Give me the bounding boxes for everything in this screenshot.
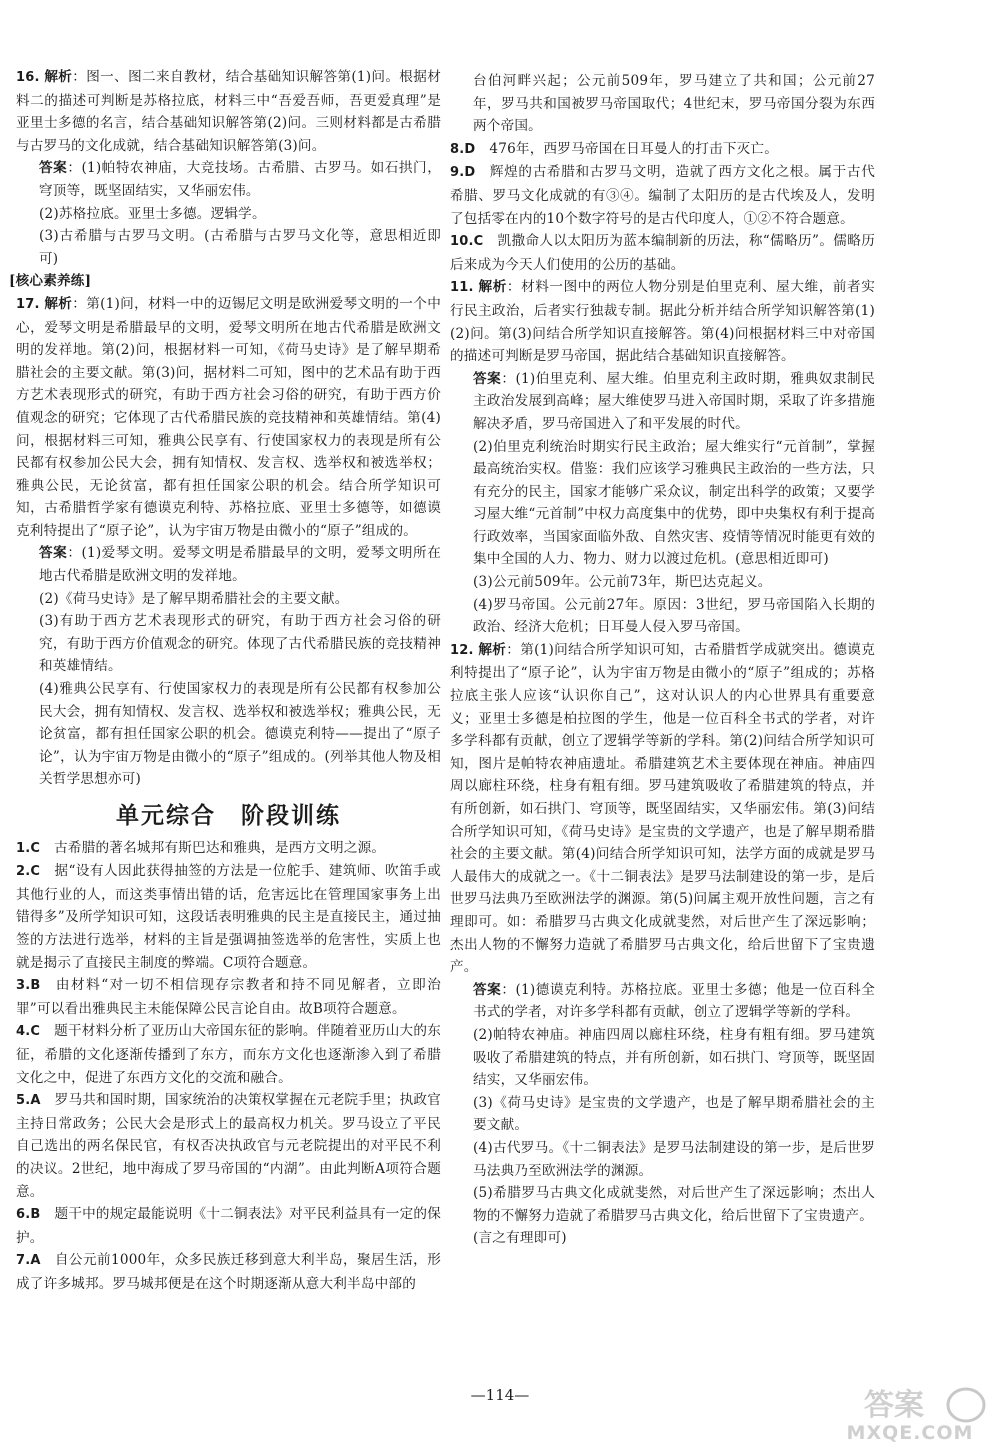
unit-title: 单元综合 阶段训练	[116, 803, 341, 829]
q7-continuation: 台伯河畔兴起；公元前509年，罗马建立了共和国；公元前27年，罗马共和国被罗马帝国取代；4世纪末，罗马帝国分裂为东西两个帝国。	[473, 73, 875, 135]
list-item: 3.B 由材料“对一切不相信现存宗教者和持不同见解者，立即治罪”可以看出雅典民主未能保障公民言论自由。故B项符合题意。	[16, 977, 441, 1017]
section-tag: [核心素养练]	[9, 273, 92, 290]
q12-answer-5: (5)希腊罗马古典文化成就斐然，对后世产生了深远影响；杰出人物的不懈努力造就了希腊罗马古典文化，给后世留下了宝贵遗产。	[473, 1185, 875, 1224]
q11-answer-3: (3)公元前509年。公元前73年，斯巴达克起义。	[473, 574, 772, 591]
watermark-bottom-text: MXQE.COM	[846, 1422, 974, 1443]
q11-analysis: 11. 解析：材料一图中的两位人物分别是伯里克利、屋大维，前者实行民主政治，后者实行独裁专制。据此分析并结合所学知识解答第(1)(2)问。第(3)问结合所学知识直接解答。第(4)问根据材料三中对帝国的描述可判断是罗马帝国，据此结合基础知识直接解答。	[450, 279, 876, 365]
q17-answer-3: (3)有助于西方艺术表现形式的研究，有助于西方社会习俗的研究，有助于西方价值观念的研究。体现了古代希腊民族的竞技精神和英雄情结。	[39, 613, 441, 675]
watermark-logo	[826, 1383, 994, 1443]
q12-answer-4: (4)古代罗马。《十二铜表法》是罗马法制建设的第一步，是后世罗马法典乃至欧洲法学的渊源。	[473, 1139, 875, 1179]
q12-answer-6: (言之有理即可)	[473, 1230, 567, 1247]
list-item: 5.A 罗马共和国时期，国家统治的决策权掌握在元老院手里；执政官主持日常政务；公民大会是形式上的最高权力机关。罗马设立了平民自己选出的两名保民官，有权否决执政官与元老院提出的对平民不利的决议。2世纪，地中海成了罗马帝国的“内湖”。由此判断A项符合题意。	[16, 1092, 441, 1200]
list-item: 2.C 据“设有人因此获得抽签的方法是一位舵手、建筑师、吹笛手或其他行业的人，而这类事情出错的话，危害远比在管理国家事务上出错得多”及所学知识可知，这段话表明雅典的民主是直接民主，通过抽签的方法进行选举，材料的主旨是强调抽签选举的危害性，实质上也就是揭示了直接民主制度的弊端。C项符合题意。	[16, 863, 441, 971]
q17-analysis: 17. 解析：第(1)问，材料一中的迈锡尼文明是欧洲爱琴文明的一个中心，爱琴文明是希腊最早的文明，爱琴文明所在地古代希腊是欧洲文明的发祥地。第(2)问，根据材料一可知，《荷马史诗》是了解早期希腊社会的主要文献。第(3)问，据材料二可知，图中的艺术品有助于西方艺术表现形式的研究，有助于西方社会习俗的研究，有助于西方价值观念的研究；它体现了古代希腊民族的竞技精神和英雄情结。第(4)问，根据材料三可知，雅典公民享有、行使国家权力的表现是所有公民都有权参加公民大会，拥有知情权、发言权、选举权和被选举权；雅典公民，无论贫富，都有担任国家公职的机会。结合所学知识可知，古希腊哲学家有德谟克利特、苏格拉底、亚里士多德等，如德谟克利特提出了“原子论”，认为宇宙万物是由微小的“原子”组成的。	[16, 295, 441, 539]
q12-answer-3: (3)《荷马史诗》是宝贵的文学遗产，也是了解早期希腊社会的主要文献。	[473, 1094, 875, 1134]
q11-answer-2: (2)伯里克利统治时期实行民主政治；屋大维实行“元首制”，掌握最高统治实权。借鉴：我们应该学习雅典民主政治的一些方法，只有充分的民主，国家才能够广采众议，制定出科学的政策；又要学习屋大维“元首制”中权力高度集中的优势，即中央集权有利于提高行政效率，当国家面临外敌、自然灾害、疫情等情况时能更有效的集中全国的人力、物力、财力以渡过危机。(意思相近即可)	[473, 438, 875, 568]
right-column	[450, 70, 875, 1250]
q12-answer-1: 答案：(1)德谟克利特。苏格拉底。亚里士多德；他是一位百科全书式的学者，对许多学科都有贡献，创立了逻辑学等新的学科。	[473, 981, 875, 1021]
q11-answer-1: 答案：(1)伯里克利、屋大维。伯里克利主政时期，雅典奴隶制民主政治发展到高峰；屋大维使罗马进入帝国时期，采取了许多措施解决矛盾，罗马帝国进入了和平发展的时代。	[473, 370, 875, 432]
list-item: 9.D 辉煌的古希腊和古罗马文明，造就了西方文化之根。属于古代希腊、罗马文化成就的有③④。编制了太阳历的是古代埃及人，发明了包括零在内的10个数字符号的是古代印度人，①②不符合题意。	[450, 164, 875, 227]
q16-analysis: 16. 解析：图一、图二来自教材，结合基础知识解答第(1)问。根据材料二的描述可判断是苏格拉底，材料三中“吾爱吾师，吾更爱真理”是亚里士多德的名言，结合基础知识解答第(2)问。三则材料都是古希腊与古罗马的文化成就，结合基础知识解答第(3)问。	[16, 69, 441, 154]
q16-answer-1: 答案：(1)帕特农神庙，大竞技场。古希腊、古罗马。如石拱门，穹顶等，既坚固结实，又华丽宏伟。	[39, 160, 441, 199]
left-column	[9, 66, 441, 1295]
page-number: —114—	[470, 1386, 530, 1404]
q11-answer-4: (4)罗马帝国。公元前27年。原因：3世纪，罗马帝国陷入长期的政治、经济大危机；日耳曼人侵入罗马帝国。	[473, 596, 875, 636]
watermark-top-text: 答案	[864, 1388, 924, 1423]
list-item: 1.C 古希腊的著名城邦有斯巴达和雅典，是西方文明之源。	[16, 839, 386, 856]
q17-answer-4: (4)雅典公民享有、行使国家权力的表现是所有公民都有权参加公民大会，拥有知情权、发言权、选举权和被选举权；雅典公民，无论贫富，都有担任国家公职的机会。德谟克利特——提出了“原子论”，认为宇宙万物是由微小的“原子”组成的。(列举其他人物及相关哲学思想亦可)	[39, 681, 441, 788]
list-item: 4.C 题干材料分析了亚历山大帝国东征的影响。伴随着亚历山大的东征，希腊的文化逐渐传播到了东方，而东方文化也逐渐渗入到了希腊文化之中，促进了东西方文化的交流和融合。	[16, 1023, 441, 1086]
q17-answer-1: 答案：(1)爱琴文明。爱琴文明是希腊最早的文明，爱琴文明所在地古代希腊是欧洲文明的发祥地。	[39, 545, 441, 585]
q12-answer-2: (2)帕特农神庙。神庙四周以廊柱环绕，柱身有粗有细。罗马建筑吸收了希腊建筑的特点，并有所创新，如石拱门、穹顶等，既坚固结实，又华丽宏伟。	[473, 1026, 875, 1089]
left-item-list	[16, 837, 441, 1296]
q16-answer-2: (2)苏格拉底。亚里士多德。逻辑学。	[39, 205, 266, 222]
list-item: 10.C 凯撒命人以太阳历为蓝本编制新的历法，称“儒略历”。儒略历后来成为今天人们使用的公历的基础。	[450, 233, 875, 273]
q17-answer-2: (2)《荷马史诗》是了解早期希腊社会的主要文献。	[39, 590, 349, 607]
q16-answer-3: (3)古希腊与古罗马文明。(古希腊与古罗马文化等，意思相近即可)	[39, 228, 441, 267]
list-item: 6.B 题干中的规定最能说明《十二铜表法》对平民利益具有一定的保护。	[16, 1206, 441, 1246]
list-item: 7.A 自公元前1000年，众多民族迁移到意大利半岛，聚居生活，形成了许多城邦。罗马城邦便是在这个时期逐渐从意大利半岛中部的	[16, 1252, 441, 1292]
q12-analysis: 12. 解析：第(1)问结合所学知识可知，古希腊哲学成就突出。德谟克利特提出了“原子论”，认为宇宙万物是由微小的“原子”组成的；苏格拉底主张人应该“认识你自己”，这对认识人的内心世界具有重要意义；亚里士多德是柏拉图的学生，他是一位百科全书式的学者，对许多学科都有贡献，创立了逻辑学等新的学科。第(2)问结合所学知识可知，图片是帕特农神庙遗址。希腊建筑艺术主要体现在神庙。神庙四周以廊柱环绕，柱身有粗有细。罗马建筑吸收了希腊建筑的特点，并有所创新，如石拱门、穹顶等，既坚固结实，又华丽宏伟。第(3)问结合所学知识可知，《荷马史诗》是宝贵的文学遗产，也是了解早期希腊社会的主要文献。第(4)问结合所学知识可知，法学方面的成就是罗马人最伟大的成就之一。《十二铜表法》是罗马法制建设的第一步，是后世罗马法典乃至欧洲法学的渊源。第(5)问属主观开放性问题，言之有理即可。如：希腊罗马古典文化成就斐然，对后世产生了深远影响；杰出人物的不懈努力造就了希腊罗马古典文化，给后世留下了宝贵遗产。	[450, 641, 875, 976]
list-item: 8.D 476年，西罗马帝国在日耳曼人的打击下灭亡。	[450, 140, 779, 157]
